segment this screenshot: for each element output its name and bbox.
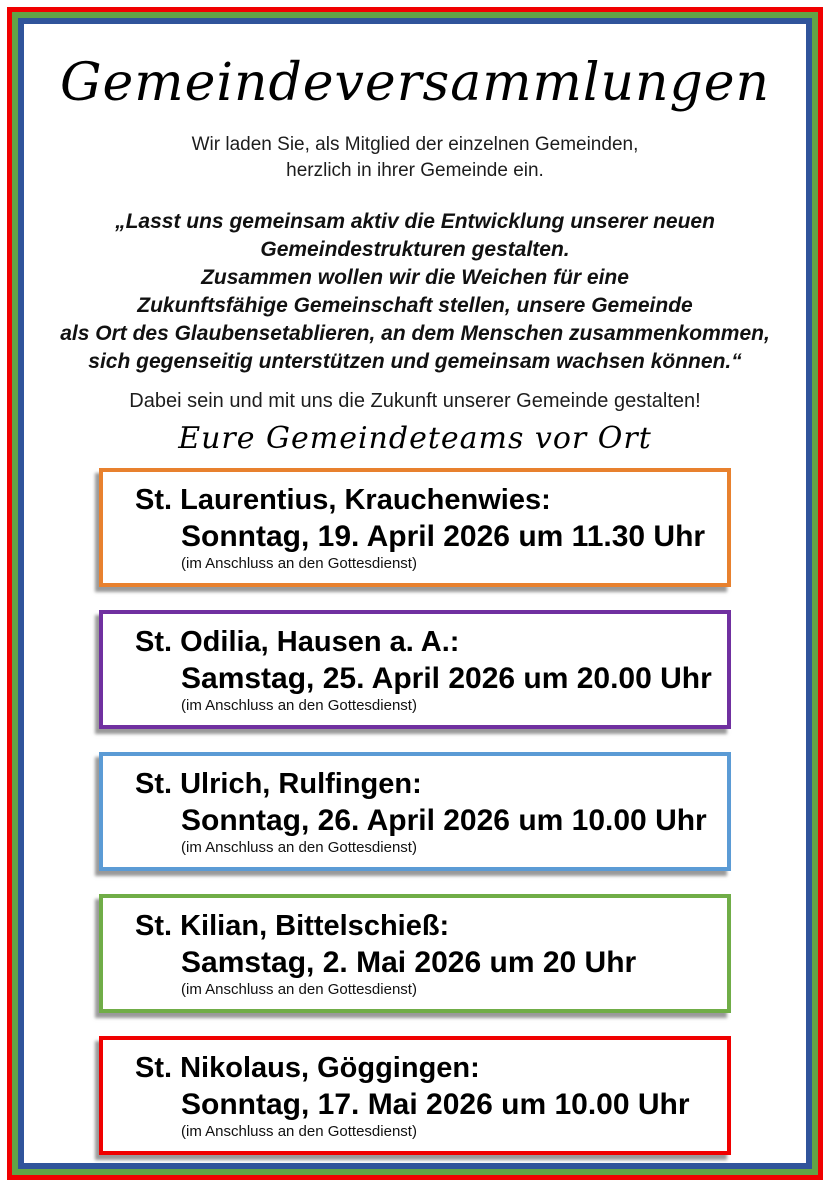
meeting-note: (im Anschluss an den Gottesdienst) <box>181 981 417 998</box>
meeting-datetime: Sonntag, 26. April 2026 um 10.00 Uhr <box>181 804 707 837</box>
meeting-box-odilia <box>99 610 731 729</box>
meeting-box-kilian <box>99 894 731 1013</box>
quote-line: „Lasst uns gemeinsam aktiv die Entwicklung unserer neuen <box>115 210 715 233</box>
church-name: St. Laurentius, Krauchenwies: <box>135 484 551 516</box>
quote-line: Gemeindestrukturen gestalten. <box>260 238 570 261</box>
meeting-datetime: Samstag, 2. Mai 2026 um 20 Uhr <box>181 946 637 979</box>
meeting-box-ulrich <box>99 752 731 871</box>
page-frame-outer <box>7 7 823 1180</box>
call-to-action: Dabei sein und mit uns die Zukunft unserer Gemeinde gestalten! <box>129 390 701 412</box>
meeting-box-nikolaus <box>99 1036 731 1155</box>
meeting-datetime: Sonntag, 17. Mai 2026 um 10.00 Uhr <box>181 1088 690 1121</box>
intro-line: Wir laden Sie, als Mitglied der einzelnen Gemeinden, <box>191 134 639 155</box>
meeting-datetime: Samstag, 25. April 2026 um 20.00 Uhr <box>181 662 712 695</box>
signature-line: Eure Gemeindeteams vor Ort <box>178 421 652 456</box>
page-frame-inner <box>18 18 812 1169</box>
page-content <box>24 24 806 1163</box>
meeting-note: (im Anschluss an den Gottesdienst) <box>181 697 417 714</box>
quote-line: als Ort des Glaubensetablieren, an dem Menschen zusammenkommen, <box>60 322 770 345</box>
meeting-box-laurentius <box>99 468 731 587</box>
meeting-list <box>24 468 806 1155</box>
intro-line: herzlich in ihrer Gemeinde ein. <box>286 160 544 181</box>
quote-line: sich gegenseitig unterstützen und gemeinsam wachsen können.“ <box>88 350 742 373</box>
meeting-note: (im Anschluss an den Gottesdienst) <box>181 839 417 856</box>
quote-line: Zusammen wollen wir die Weichen für eine <box>201 266 629 289</box>
church-name: St. Odilia, Hausen a. A.: <box>135 626 460 658</box>
meeting-note: (im Anschluss an den Gottesdienst) <box>181 1123 417 1140</box>
intro-paragraph <box>24 132 806 184</box>
quote-paragraph <box>24 208 806 376</box>
meeting-datetime: Sonntag, 19. April 2026 um 11.30 Uhr <box>181 520 706 553</box>
church-name: St. Nikolaus, Göggingen: <box>135 1052 480 1084</box>
meeting-note: (im Anschluss an den Gottesdienst) <box>181 555 417 572</box>
page-frame-middle <box>12 12 818 1175</box>
church-name: St. Kilian, Bittelschieß: <box>135 910 450 942</box>
page-title: Gemeindeversammlungen <box>59 53 771 113</box>
quote-line: Zukunftsfähige Gemeinschaft stellen, unsere Gemeinde <box>137 294 693 317</box>
church-name: St. Ulrich, Rulfingen: <box>135 768 422 800</box>
